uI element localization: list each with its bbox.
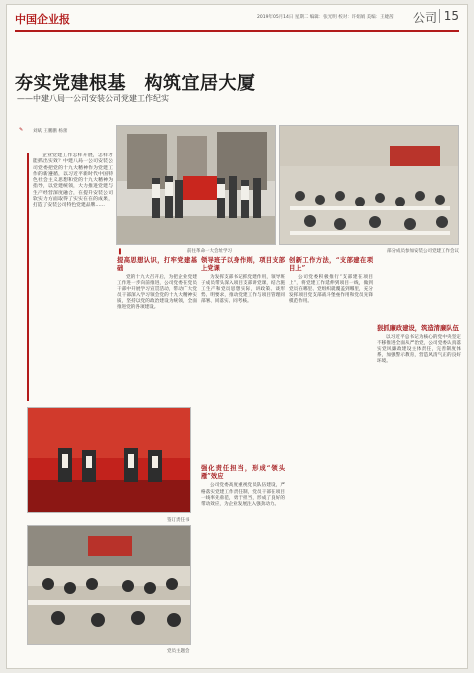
- intro-text: 企业党建工作怎样开展，怎样才能抓出实效？中建八局一公司安装公司党委把党的十九大精神作为党建工作的新遵循，以习近平新时代中国特色社会主义思想和党的十九大精神为指导，以党建统领，大力推进党建与生产经营深度融合，在提升安装公司软实力方面取得了实实在在的成果，打造了安装公司特色党建品牌……: [33, 153, 113, 209]
- section-body-1: 党的十九大召开后，为把企业党建工作进一步向前推进，公司党委在党员干部中开展学习宣贯活动，带动广大党员干部深入学习领会党的十九大精神实质，坚持以党的政治建设为统领，全面推进党的各项建设。: [117, 275, 197, 311]
- section-body-2: 公司党委高度重视党员队伍建设，严格落实党建工作责任制，党员干部在项目一线率先垂范，勇于担当，形成了良好的带动效应，为企业发展注入强劲动力。: [201, 483, 285, 507]
- section-title-5: 狠抓廉政建设，筑造清廉队伍: [377, 325, 459, 332]
- photo-revolution-site-image: [117, 126, 276, 245]
- text-column-2: [201, 255, 285, 665]
- photo-party-meeting-image: [28, 526, 191, 645]
- photo-caption-1: 前往革命一大会址学习: [187, 249, 232, 254]
- header-rule: [15, 30, 459, 32]
- article-headline: 夯实党建根基 构筑宜居大厦: [15, 73, 256, 94]
- page-number: 15: [439, 9, 459, 23]
- section-title-2: 强化责任担当，形成“领头雁”效应: [201, 465, 285, 481]
- article-subheadline: ——中建八局一公司安装公司党建工作纪实: [17, 94, 169, 103]
- section-title-3: 领导班子以身作则，项目支部上党课: [201, 257, 285, 272]
- photo-party-meeting: [27, 525, 191, 645]
- photo-signing-ceremony: [27, 407, 191, 513]
- text-column-4: [377, 255, 461, 665]
- masthead-title: 中国企业报: [15, 13, 70, 26]
- text-column-1: [117, 255, 197, 405]
- photo-signing-ceremony-image: [28, 408, 191, 513]
- photo-caption-2: 部分成员参加安装公司党建工作会议: [387, 249, 459, 254]
- text-column-3: [289, 255, 373, 665]
- intro-column: [27, 153, 113, 401]
- photo-meeting-hall: [279, 125, 459, 245]
- section-body-4: 公司党委积极推行“支部建在项目上”，将党建工作延伸到项目一线，做到党员在哪里、党组织就覆盖到哪里，充分发挥项目党支部战斗堡垒作用和党员先锋模范作用。: [289, 275, 373, 305]
- section-title-1: 提高思想认识，打牢党建基础: [117, 257, 197, 272]
- section-body-5: 以习近平总书记为核心的党中央坚定不移推进全面从严治党，公司党委认真落实党风廉政建设主体责任，完善制度体系，加强警示教育，营造风清气正的良好环境。: [377, 335, 461, 365]
- section-marker-icon: ▌: [119, 249, 123, 255]
- photo-caption-3: 签订责任书: [167, 518, 190, 523]
- byline: 刘斌 王鹏鹏 杨蕾: [33, 129, 68, 134]
- newspaper-page: [6, 4, 468, 669]
- pen-icon: ✎: [19, 127, 24, 133]
- section-label: 公司: [412, 11, 437, 25]
- date-editor-line: 2019年05月14日 星期二 编辑：张光明 校对：许娟娟 美编：王婕茜: [257, 15, 394, 20]
- section-title-4: 创新工作方法，“支部建在项目上”: [289, 257, 373, 272]
- photo-revolution-site: [116, 125, 276, 245]
- photo-caption-4: 党员主题会: [167, 649, 190, 654]
- section-body-3: 为发挥支部书记抓党建作用，领导班子成员带头深入项目支部讲党课，结合施工生产和党员思想实际，讲政策、谈形势、明要求，推动党建工作与项目管理同部署、同落实、同考核。: [201, 275, 285, 305]
- photo-meeting-hall-image: [280, 126, 459, 245]
